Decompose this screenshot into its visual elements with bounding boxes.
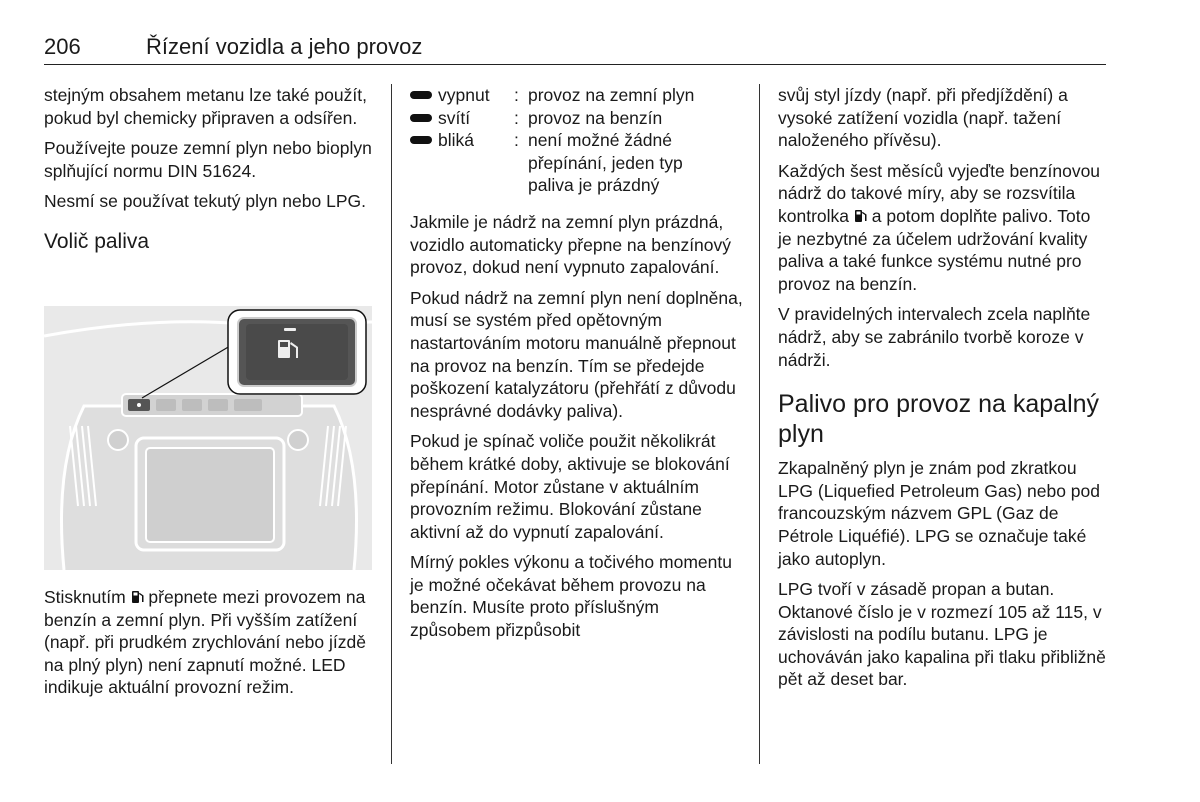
paragraph: Pokud je spínač voliče použit několikrát během krátké doby, aktivuje se blokování přepínání. Motor zůstane v aktuálním provozním režimu. Blokování zůstane aktivní až do vypnutí zapalování. [410,431,730,542]
led-row: vypnut : provoz na zemní plyn [410,84,744,107]
led-row: bliká : není možné žádné přepínání, jeden typ paliva je prázdný [410,129,744,197]
paragraph: Zkapalněný plyn je znám pod zkratkou LPG (Liquefied Petroleum Gas) nebo pod francouzským názvem GPL (Gaz de Pétrole Liquéfié). LPG se označuje také jako autoplyn. [778,458,1100,569]
column-2 [410,84,744,650]
column-divider [759,84,760,764]
paragraph-text: Každých šest měsíců vyjeďte benzínovou nádrž do takové míry, aby se rozsvítila kontrolka [778,160,1101,226]
column-divider [391,84,392,764]
paragraph: V pravidelných intervalech zcela naplňte nádrž, aby se zabránilo tvorbě koroze v nádrži. [778,304,1091,370]
column-1-lower [44,586,380,707]
fuel-pump-icon [854,209,867,223]
page-header [44,34,1106,65]
paragraph: Pokud nádrž na zemní plyn není doplněna, musí se systém před opětovným nastartováním motoru manuálně přepnout na provoz na benzín. Tím se předejde poškození katalyzátoru (přehřátí z důvodu nesprávné dodávky paliva). [410,287,743,421]
page-number: 206 [44,34,81,59]
led-state-description: provoz na benzín [528,107,663,128]
paragraph [44,586,380,699]
led-state-label: svítí [438,107,471,128]
dashboard-drawing [44,306,372,570]
chapter-title: Řízení vozidla a jeho provoz [146,34,423,59]
paragraph-text: a potom doplňte palivo. Toto je nezbytné za účelem udržování kvality paliva a také funkce systému nutné pro provoz na benzín. [778,205,1091,294]
paragraph: Používejte pouze zemní plyn nebo bioplyn splňující normu DIN 51624. [44,138,372,181]
column-1 [44,84,380,266]
paragraph: Jakmile je nádrž na zemní plyn prázdná, vozidlo automaticky přepne na benzínový provoz, dokud není vypnuto zapalování. [410,211,732,278]
led-icon [410,114,432,122]
paragraph: LPG tvoří v zásadě propan a butan. Oktanové číslo je v rozmezí 105 až 115, v závislosti na podílu butanu. LPG je uchováván jako kapalina při tlaku přibližně pět až deset bar. [778,579,1106,690]
led-state-label: bliká [438,130,474,151]
section-heading: Volič paliva [44,229,150,253]
paragraph-text: Stisknutím [44,587,131,607]
paragraph: Mírný pokles výkonu a točivého momentu je možné očekávat během provozu na benzín. Musíte proto příslušným způsobem přizpůsobit [410,552,732,641]
paragraph [778,160,1108,296]
led-icon [410,136,432,144]
paragraph: Nesmí se používat tekutý plyn nebo LPG. [44,191,366,212]
led-state-description: provoz na zemní plyn [528,85,695,105]
dashboard-illustration [44,306,372,570]
paragraph: svůj styl jízdy (např. při předjíždění) a vysoké zatížení vozidla (např. tažení naloženého přívěsu). [778,85,1068,151]
paragraph: stejným obsahem metanu lze také použít, pokud byl chemicky připraven a odsířen. [44,85,367,128]
led-status-table [410,84,744,197]
led-state-label: vypnut [438,85,490,105]
paragraph-text: přepnete mezi provozem na benzín a zemní plyn. Při vyšším zatížení (např. při prudkém zrychlování nebo jízdě na plný plyn) není zapnutí možné. LED indikuje aktuální provozní režim. [44,587,366,698]
column-3 [778,84,1108,699]
fuel-pump-icon [131,590,144,604]
led-icon [410,91,432,99]
section-heading: Palivo pro provoz na kapalný plyn [778,390,1100,449]
led-state-description: není možné žádné přepínání, jeden typ paliva je prázdný [528,130,683,196]
led-row: svítí : provoz na benzín [410,107,744,130]
